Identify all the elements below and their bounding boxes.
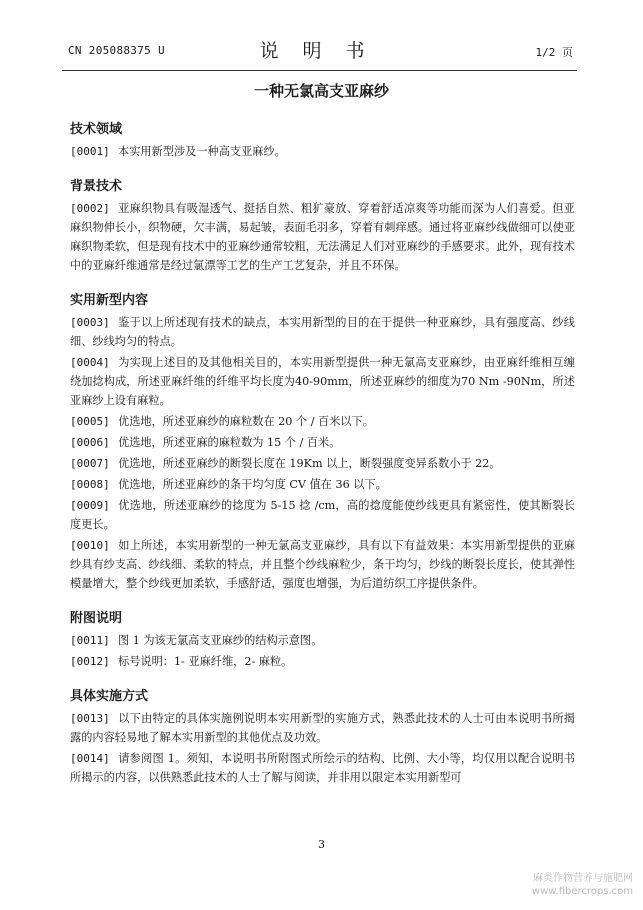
paragraph bbox=[70, 631, 575, 650]
paragraph-text: 优选地，所述亚麻纱的条干均匀度 CV 值在 36 以下。 bbox=[118, 478, 387, 491]
paragraph-text: 优选地，所述亚麻纱的捻度为 5-15 捻 /cm，高的捻度能使纱线更具有紧密性，使其断裂长度更长。 bbox=[70, 499, 575, 531]
page-number: 3 bbox=[318, 838, 325, 851]
watermark bbox=[532, 872, 633, 898]
watermark-line-2: www.fibercrops.com bbox=[531, 886, 633, 897]
paragraph-number: [0011] bbox=[70, 634, 110, 647]
paragraph-text: 图 1 为该无氯高支亚麻纱的结构示意图。 bbox=[118, 634, 323, 647]
paragraph-text: 本实用新型涉及一种高支亚麻纱。 bbox=[118, 145, 286, 158]
section-heading: 实用新型内容 bbox=[70, 293, 149, 308]
paragraph-number: [0007] bbox=[70, 457, 110, 470]
paragraph-number: [0012] bbox=[70, 655, 110, 668]
paragraph bbox=[70, 454, 575, 473]
paragraph-text: 优选地，所述亚麻纱的断裂长度在 19Km 以上，断裂强度变异系数小于 22。 bbox=[118, 457, 501, 470]
paragraph-number: [0003] bbox=[70, 316, 110, 329]
paragraph-number: [0009] bbox=[70, 499, 110, 512]
publication-number: CN 205088375 U bbox=[68, 44, 165, 57]
section-heading: 技术领域 bbox=[70, 122, 123, 137]
paragraph bbox=[70, 475, 575, 494]
paragraph bbox=[70, 749, 575, 787]
page-info: 1/2 页 bbox=[535, 46, 573, 59]
paragraph bbox=[70, 536, 575, 593]
paragraph-number: [0004] bbox=[70, 356, 110, 369]
document-title: 一种无氯高支亚麻纱 bbox=[253, 82, 389, 100]
paragraph-text: 优选地，所述亚麻的麻粒数为 15 个 / 百米。 bbox=[118, 436, 341, 449]
document-body bbox=[70, 118, 575, 789]
paragraph-number: [0008] bbox=[70, 478, 110, 491]
section-heading: 附图说明 bbox=[70, 611, 123, 626]
paragraph bbox=[70, 709, 575, 747]
paragraph-number: [0001] bbox=[70, 145, 110, 158]
paragraph-number: [0005] bbox=[70, 415, 110, 428]
paragraph-text: 优选地，所述亚麻纱的麻粒数在 20 个 / 百米以下。 bbox=[118, 415, 374, 428]
paragraph bbox=[70, 142, 575, 161]
paragraph bbox=[70, 199, 575, 275]
watermark-line-1: 麻类作物营养与施肥网 bbox=[533, 873, 633, 884]
paragraph-text: 标号说明：1- 亚麻纤维，2- 麻粒。 bbox=[118, 655, 293, 668]
section-heading: 背景技术 bbox=[70, 179, 123, 194]
paragraph-number: [0002] bbox=[70, 202, 110, 215]
paragraph bbox=[70, 496, 575, 534]
paragraph bbox=[70, 353, 575, 410]
section-heading: 具体实施方式 bbox=[70, 689, 149, 704]
paragraph-text: 请参阅图 1。须知，本说明书所附图式所绘示的结构、比例、大小等，均仅用以配合说明书所揭示的内容，以供熟悉此技术的人士了解与阅读，并非用以限定本实用新型可 bbox=[70, 752, 575, 784]
page-header bbox=[60, 36, 573, 68]
document-type: 说 明 书 bbox=[259, 40, 374, 62]
paragraph bbox=[70, 412, 575, 431]
paragraph-text: 以下由特定的具体实施例说明本实用新型的实施方式，熟悉此技术的人士可由本说明书所揭露的内容轻易地了解本实用新型的其他优点及功效。 bbox=[70, 712, 575, 744]
paragraph-number: [0006] bbox=[70, 436, 110, 449]
paragraph-text: 为实现上述目的及其他相关目的，本实用新型提供一种无氯高支亚麻纱，由亚麻纤维相互缠绕加捻构成，所述亚麻纤维的纤维平均长度为40-90mm，所述亚麻纱的细度为70 Nm -90Nm，所述亚麻纱上设有麻粒。 bbox=[70, 356, 575, 407]
paragraph-text: 鉴于以上所述现有技术的缺点，本实用新型的目的在于提供一种亚麻纱，具有强度高、纱线细、纱线均匀的特点。 bbox=[70, 316, 575, 348]
paragraph bbox=[70, 313, 575, 351]
paragraph-number: [0013] bbox=[70, 712, 110, 725]
paragraph bbox=[70, 652, 575, 671]
paragraph bbox=[70, 433, 575, 452]
paragraph-text: 如上所述，本实用新型的一种无氯高支亚麻纱，具有以下有益效果：本实用新型提供的亚麻纱具有纱支高、纱线细、柔软的特点，并且整个纱线麻粒少，条干均匀，纱线的断裂长度长，使其弹性模量增大，整个纱线更加柔软，手感舒适，强度也增强，为后道纺织工序提供条件。 bbox=[70, 539, 575, 590]
paragraph-number: [0010] bbox=[70, 539, 110, 552]
paragraph-text: 亚麻织物具有吸湿透气、挺括自然、粗犷豪放、穿着舒适凉爽等功能而深为人们喜爱。但亚麻织物伸长小，织物硬，欠丰满，易起皱，表面毛羽多，穿着有刺痒感。通过将亚麻纱线做细可以使亚麻织物柔软，但是现有技术中的亚麻纱通常较粗，无法满足人们对亚麻纱的手感要求。此外，现有技术中的亚麻纤维通常是经过氯漂等工艺的生产工艺复杂，并且不环保。 bbox=[70, 202, 575, 272]
header-rule bbox=[62, 70, 577, 71]
paragraph-number: [0014] bbox=[70, 752, 110, 765]
